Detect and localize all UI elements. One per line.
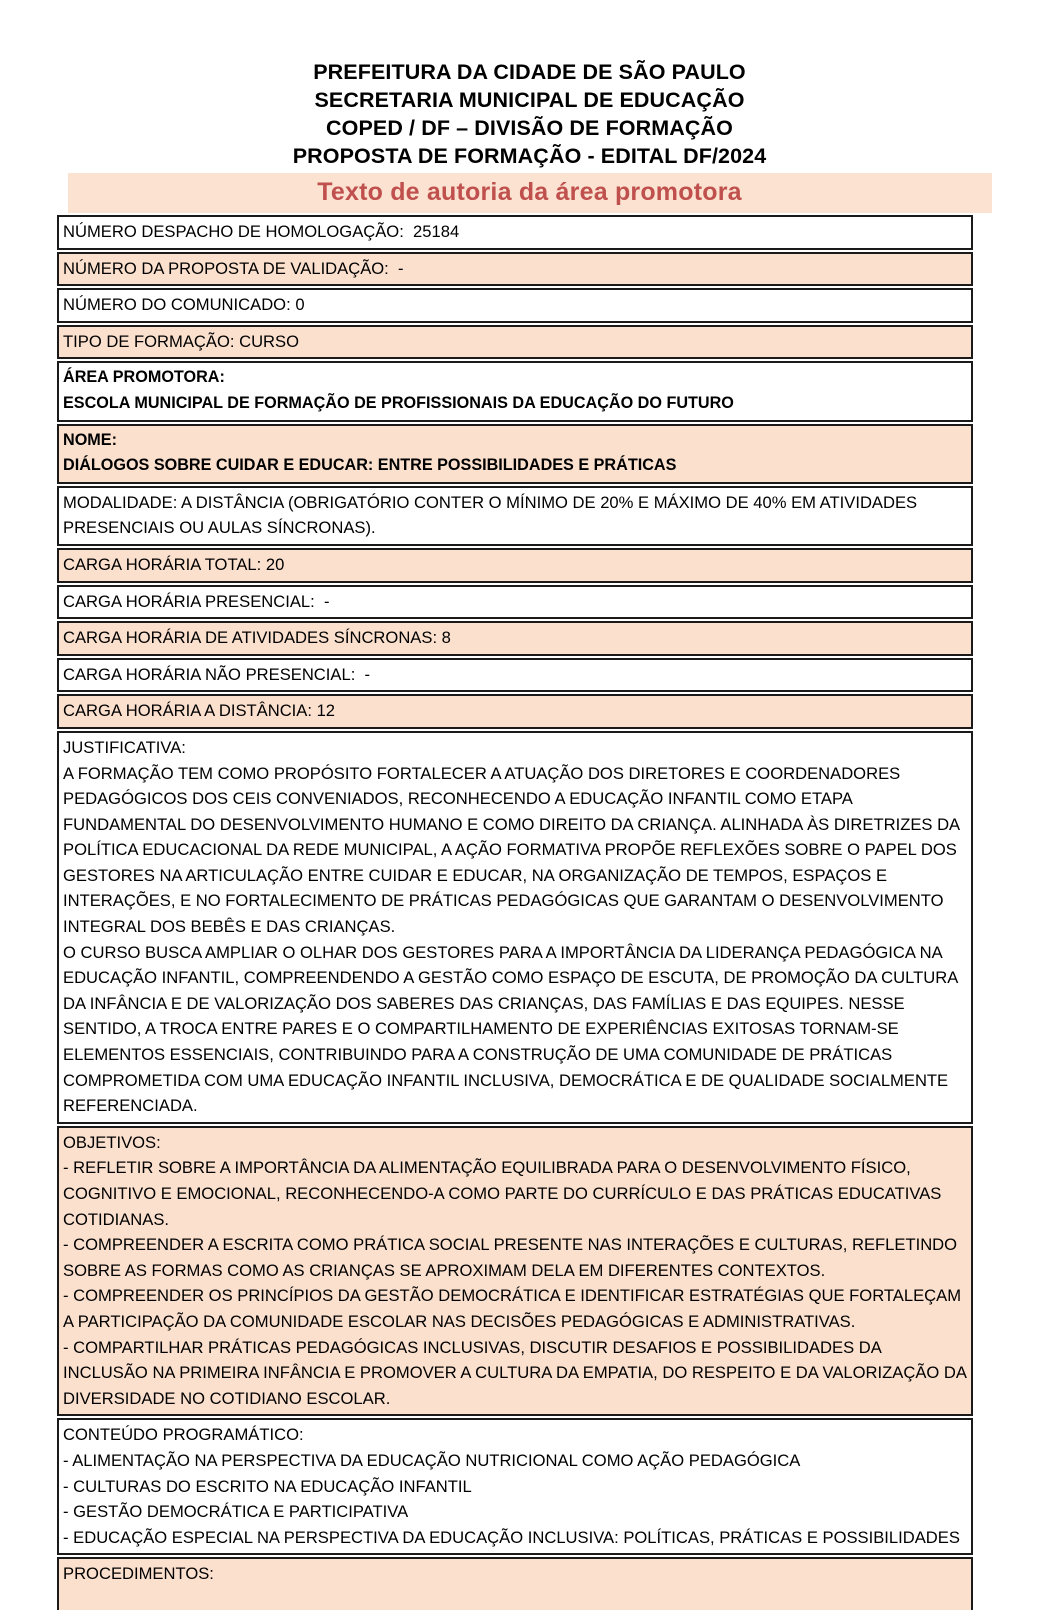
header-line-prefeitura: PREFEITURA DA CIDADE DE SÃO PAULO — [313, 60, 746, 84]
conteudo-item: - ALIMENTAÇÃO NA PERSPECTIVA DA EDUCAÇÃO NUTRICIONAL COMO AÇÃO PEDAGÓGICA — [63, 1450, 801, 1470]
justificativa-paragraph-2: O CURSO BUSCA AMPLIAR O OLHAR DOS GESTORES PARA A IMPORTÂNCIA DA LIDERANÇA PEDAGÓGICA NA EDUCAÇÃO INFANTIL, COMPREENDENDO A GESTÃO COMO ESPAÇO DE ESCUTA, DE PROMOÇÃO DA CULTURA DA INFÂNCIA E DE VALORIZAÇÃO DOS SABERES DAS CRIANÇAS, DAS FAMÍLIAS E DAS EQUIPES. NESSE SENTIDO, A TROCA ENTRE PARES E O COMPARTILHAMENTO DE EXPERIÊNCIAS EXITOSAS TORNAM-SE ELEMENTOS ESSENCIAIS, CONTRIBUINDO PARA A CONSTRUÇÃO DE UMA COMUNIDADE DE PRÁTICAS COMPROMETIDA COM UMA EDUCAÇÃO INFANTIL INCLUSIVA, DEMOCRÁTICA E DE QUALIDADE SOCIALMENTE REFERENCIADA. — [63, 942, 962, 1116]
header-line-secretaria: SECRETARIA MUNICIPAL DE EDUCAÇÃO — [314, 88, 745, 112]
objetivo-item: - COMPREENDER A ESCRITA COMO PRÁTICA SOCIAL PRESENTE NAS INTERAÇÕES E CULTURAS, REFLETINDO SOBRE AS FORMAS COMO AS CRIANÇAS SE APROXIMAM DELA EM DIFERENTES CONTEXTOS. — [63, 1235, 962, 1280]
label-nome: NOME: — [63, 430, 117, 449]
objetivo-item: - COMPREENDER OS PRINCÍPIOS DA GESTÃO DEMOCRÁTICA E IDENTIFICAR ESTRATÉGIAS QUE FORTALEÇAM A PARTICIPAÇÃO DA COMUNIDADE ESCOLAR NAS DECISÕES PEDAGÓGICAS E ADMINISTRATIVAS. — [63, 1286, 965, 1331]
objetivo-item: - REFLETIR SOBRE A IMPORTÂNCIA DA ALIMENTAÇÃO EQUILIBRADA PARA O DESENVOLVIMENTO FÍSICO, COGNITIVO E EMOCIONAL, RECONHECENDO-A COMO PARTE DO CURRÍCULO E DAS PRÁTICAS EDUCATIVAS COTIDIANAS. — [63, 1158, 946, 1229]
justificativa-paragraph-1: A FORMAÇÃO TEM COMO PROPÓSITO FORTALECER A ATUAÇÃO DOS DIRETORES E COORDENADORES PEDAGÓGICOS DOS CEIS CONVENIADOS, RECONHECENDO A EDUCAÇÃO INFANTIL COMO ETAPA FUNDAMENTAL DO DESENVOLVIMENTO HUMANO E COMO DIREITO DA CRIANÇA. ALINHADA ÀS DIRETRIZES DA POLÍTICA EDUCACIONAL DA REDE MUNICIPAL, A AÇÃO FORMATIVA PROPÕE REFLEXÕES SOBRE O PAPEL DOS GESTORES NA ARTICULAÇÃO ENTRE CUIDAR E EDUCAR, NA ORGANIZAÇÃO DE TEMPOS, ESPAÇOS E INTERAÇÕES, E NO FORTALECIMENTO DE PRÁTICAS PEDAGÓGICAS QUE GARANTAM O DESENVOLVIMENTO INTEGRAL DOS BEBÊS E DAS CRIANÇAS. — [63, 763, 964, 937]
field-carga-horaria-distancia: CARGA HORÁRIA A DISTÂNCIA: 12 — [63, 701, 336, 721]
field-carga-horaria-total: CARGA HORÁRIA TOTAL: 20 — [63, 554, 285, 574]
table-row-carga-distancia — [57, 694, 973, 729]
table-row-despacho — [57, 215, 973, 250]
field-carga-horaria-nao-presencial: CARGA HORÁRIA NÃO PRESENCIAL: - — [63, 664, 371, 684]
header-line-coped: COPED / DF – DIVISÃO DE FORMAÇÃO — [326, 116, 733, 140]
label-justificativa: JUSTIFICATIVA: — [63, 737, 186, 757]
value-nome: DIÁLOGOS SOBRE CUIDAR E EDUCAR: ENTRE POSSIBILIDADES E PRÁTICAS — [63, 456, 677, 475]
table-row-justificativa — [57, 731, 973, 1124]
table-row-tipo-formacao — [57, 325, 973, 360]
objetivo-item: - COMPARTILHAR PRÁTICAS PEDAGÓGICAS INCLUSIVAS, DISCUTIR DESAFIOS E POSSIBILIDADES DA INCLUSÃO NA PRIMEIRA INFÂNCIA E PROMOVER A CULTURA DA EMPATIA, DO RESPEITO E DA VALORIZAÇÃO DA DIVERSIDADE NO COTIDIANO ESCOLAR. — [63, 1337, 971, 1408]
field-despacho-homologacao: NÚMERO DESPACHO DE HOMOLOGAÇÃO: 25184 — [63, 222, 460, 241]
table-row-conteudo-programatico — [57, 1418, 973, 1555]
table-row-procedimentos — [57, 1557, 973, 1610]
table-row-nome — [57, 424, 973, 484]
document-header — [0, 0, 1059, 170]
table-row-objetivos — [57, 1126, 973, 1417]
proposal-form-table — [57, 213, 973, 1612]
table-row-modalidade — [57, 486, 973, 546]
field-modalidade: MODALIDADE: A DISTÂNCIA (OBRIGATÓRIO CONTER O MÍNIMO DE 20% E MÁXIMO DE 40% EM ATIVIDADES PRESENCIAIS OU AULAS SÍNCRONAS). — [63, 492, 922, 538]
field-carga-horaria-presencial: CARGA HORÁRIA PRESENCIAL: - — [63, 591, 330, 611]
conteudo-item: - GESTÃO DEMOCRÁTICA E PARTICIPATIVA — [63, 1502, 409, 1522]
conteudo-item: - CULTURAS DO ESCRITO NA EDUCAÇÃO INFANTIL — [63, 1476, 472, 1496]
label-objetivos: OBJETIVOS: — [63, 1132, 161, 1152]
table-row-proposta-validacao — [57, 252, 973, 287]
table-row-carga-nao-presencial — [57, 658, 973, 693]
table-row-comunicado — [57, 288, 973, 323]
field-carga-horaria-sincronas: CARGA HORÁRIA DE ATIVIDADES SÍNCRONAS: 8 — [63, 628, 451, 648]
field-proposta-validacao: NÚMERO DA PROPOSTA DE VALIDAÇÃO: - — [63, 258, 404, 278]
label-conteudo-programatico: CONTEÚDO PROGRAMÁTICO: — [63, 1425, 304, 1445]
header-line-proposta: PROPOSTA DE FORMAÇÃO - EDITAL DF/2024 — [292, 144, 767, 168]
value-area-promotora: ESCOLA MUNICIPAL DE FORMAÇÃO DE PROFISSIONAIS DA EDUCAÇÃO DO FUTURO — [63, 393, 734, 412]
field-numero-comunicado: NÚMERO DO COMUNICADO: 0 — [63, 295, 305, 315]
table-row-carga-presencial — [57, 585, 973, 620]
label-procedimentos: PROCEDIMENTOS: — [63, 1564, 214, 1584]
table-row-carga-sincronas — [57, 621, 973, 656]
table-row-area-promotora — [57, 361, 973, 421]
conteudo-item: - EDUCAÇÃO ESPECIAL NA PERSPECTIVA DA EDUCAÇÃO INCLUSIVA: POLÍTICAS, PRÁTICAS E POSSIBILIDADES — [63, 1527, 960, 1547]
title-banner: Texto de autoria da área promotora — [68, 173, 992, 213]
table-row-carga-total — [57, 548, 973, 583]
label-area-promotora: ÁREA PROMOTORA: — [63, 368, 225, 387]
field-tipo-formacao: TIPO DE FORMAÇÃO: CURSO — [63, 331, 300, 351]
